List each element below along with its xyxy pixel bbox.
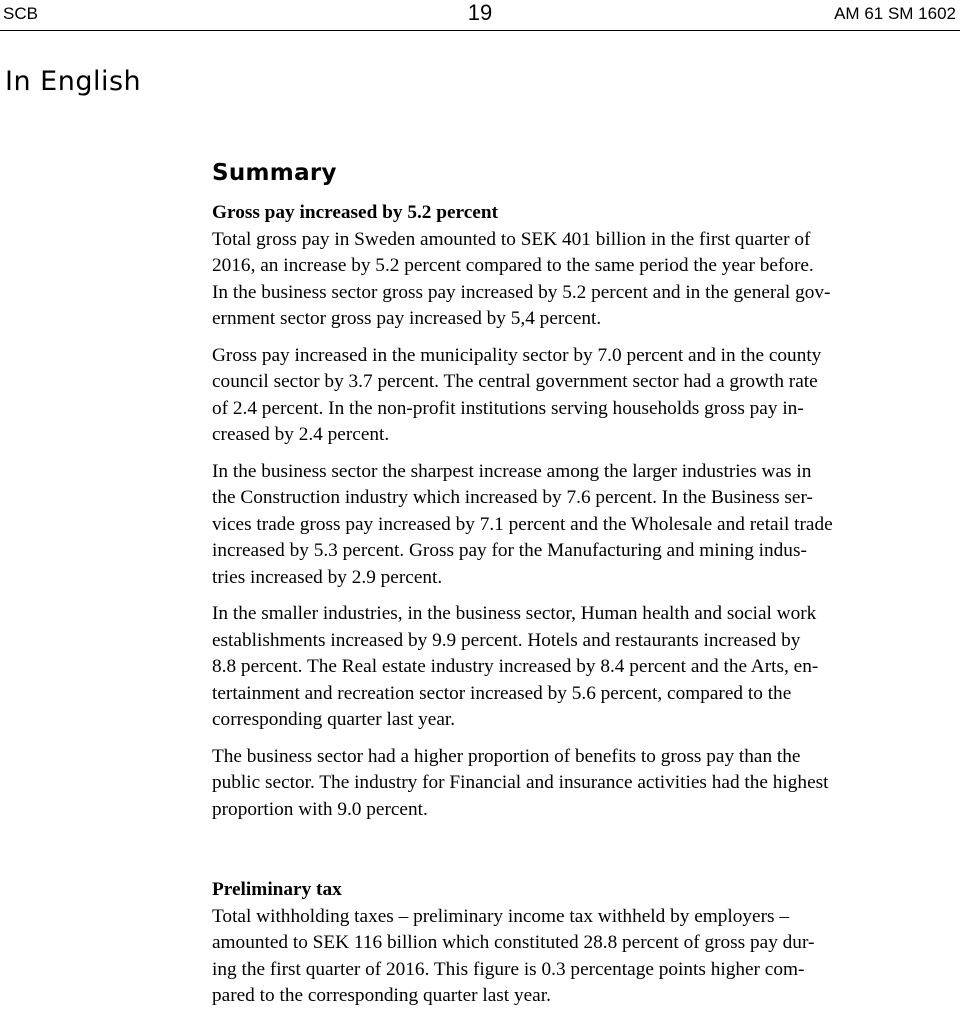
preliminary-tax-paragraph (212, 904, 960, 1010)
section-title: In English (5, 66, 142, 97)
text-line: amounted to SEK 116 billion which constituted 28.8 percent of gross pay dur- (212, 932, 815, 953)
text-line: In the business sector gross pay increased by 5.2 percent and in the general gov- (212, 281, 831, 303)
header-rule (0, 30, 960, 31)
preliminary-tax-heading: Preliminary tax (212, 879, 342, 900)
header-page-number: 19 (467, 0, 493, 25)
text-line: 2016, an increase by 5.2 percent compared to the same period the year before. (212, 255, 814, 276)
summary-paragraph-5 (212, 744, 960, 824)
header-publisher: SCB (3, 4, 38, 23)
text-line: increased by 5.3 percent. Gross pay for the Manufacturing and mining indus- (212, 540, 807, 561)
page-header (0, 0, 960, 30)
text-line: Gross pay increased in the municipality sector by 7.0 percent and in the county (212, 344, 822, 366)
text-line: the Construction industry which increased by 7.6 percent. In the Business ser- (212, 487, 813, 508)
text-line: establishments increased by 9.9 percent. Hotels and restaurants increased by (212, 629, 801, 651)
summary-paragraph-4 (212, 601, 960, 734)
text-line: of 2.4 percent. In the non-profit institutions serving households gross pay in- (212, 397, 804, 419)
header-report-code: AM 61 SM 1602 (834, 4, 956, 23)
text-line: ernment sector gross pay increased by 5,4 percent. (212, 308, 602, 329)
text-line: pared to the corresponding quarter last year. (212, 985, 551, 1006)
main-content (212, 156, 960, 1010)
text-line: creased by 2.4 percent. (212, 424, 390, 445)
text-line: Total gross pay in Sweden amounted to SEK 401 billion in the first quarter of (212, 228, 811, 250)
text-line: tries increased by 2.9 percent. (212, 566, 443, 588)
text-line: proportion with 9.0 percent. (212, 798, 428, 820)
summary-block (212, 200, 960, 1010)
text-line: In the smaller industries, in the business sector, Human health and social work (212, 603, 817, 624)
text-line: council sector by 3.7 percent. The central government sector had a growth rate (212, 371, 818, 392)
text-line: corresponding quarter last year. (212, 709, 456, 730)
text-line: tertainment and recreation sector increased by 5.6 percent, compared to the (212, 682, 792, 704)
text-line: In the business sector the sharpest increase among the larger industries was in (212, 460, 812, 482)
summary-paragraph-3 (212, 459, 960, 592)
text-line: Total withholding taxes – preliminary income tax withheld by employers – (212, 905, 789, 927)
summary-title: Summary (212, 160, 337, 186)
text-line: 8.8 percent. The Real estate industry increased by 8.4 percent and the Arts, en- (212, 656, 819, 677)
summary-paragraph-2 (212, 343, 960, 449)
text-line: ing the first quarter of 2016. This figure is 0.3 percentage points higher com- (212, 958, 805, 980)
text-line: The business sector had a higher proportion of benefits to gross pay than the (212, 745, 801, 767)
summary-paragraph-1 (212, 227, 960, 333)
summary-heading: Gross pay increased by 5.2 percent (212, 202, 499, 223)
text-line: vices trade gross pay increased by 7.1 percent and the Wholesale and retail trade (212, 513, 833, 535)
text-line: public sector. The industry for Financial and insurance activities had the highest (212, 772, 829, 793)
